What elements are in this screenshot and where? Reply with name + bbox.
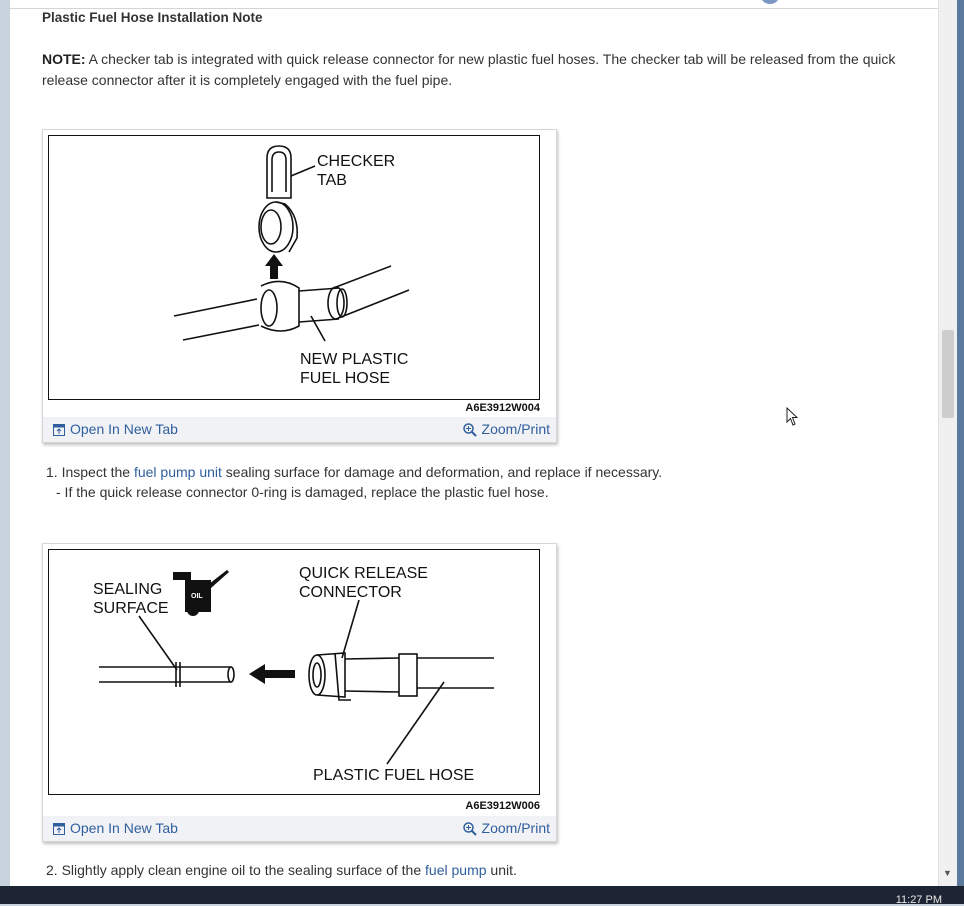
note-paragraph — [42, 49, 922, 91]
label-checker-1: CHECKER — [317, 153, 396, 170]
checker-tab-illustration — [49, 136, 539, 399]
label-checker-2: TAB — [317, 172, 347, 189]
note-label: NOTE: — [42, 51, 86, 67]
taskbar — [0, 886, 964, 904]
top-edge — [10, 0, 938, 9]
step-1-text: 1. Inspect the — [46, 464, 134, 480]
vertical-scrollbar[interactable] — [938, 0, 958, 886]
label-seal-2: SURFACE — [93, 600, 169, 617]
magnifier-icon — [463, 423, 477, 437]
open-in-new-tab-label[interactable]: Open In New Tab — [70, 421, 178, 437]
figure-code: A6E3912W006 — [465, 800, 540, 812]
figure-footer — [43, 816, 556, 841]
figure-drawing[interactable] — [48, 549, 540, 795]
left-arrow-shape — [249, 664, 295, 684]
label-seal-1: SEALING — [93, 581, 163, 598]
figure-drawing[interactable] — [48, 135, 540, 400]
label-hose-2: FUEL HOSE — [300, 370, 391, 387]
checker-tab-shape — [267, 146, 291, 198]
magnifier-icon — [463, 822, 477, 836]
zoom-print-link[interactable] — [463, 820, 550, 836]
label-qrc-2: CONNECTOR — [299, 584, 402, 601]
fuel-pump-link[interactable]: fuel pump — [425, 862, 487, 878]
open-in-new-tab-label[interactable]: Open In New Tab — [70, 820, 178, 836]
window-edge — [957, 0, 964, 886]
step-2-rest: unit. — [486, 862, 517, 878]
scroll-down-arrow-icon[interactable]: ▼ — [943, 868, 952, 878]
scrollbar-thumb[interactable] — [942, 330, 954, 418]
document-pane — [10, 0, 939, 886]
oil-label: OIL — [191, 593, 203, 600]
taskbar-clock[interactable]: 11:27 PM — [895, 894, 942, 906]
checker-ring-shape — [259, 202, 293, 252]
open-in-new-tab-link[interactable] — [53, 820, 178, 836]
oil-can-icon — [173, 570, 229, 616]
zoom-print-label[interactable]: Zoom/Print — [481, 820, 550, 836]
zoom-print-link[interactable] — [463, 421, 550, 437]
sealing-surface-illustration — [49, 550, 539, 794]
figure-code: A6E3912W004 — [465, 402, 540, 414]
toolbar-circle-icon[interactable] — [760, 0, 780, 4]
label-qrc-1: QUICK RELEASE — [299, 565, 428, 582]
up-arrow-shape — [265, 254, 283, 279]
section-title: Plastic Fuel Hose Installation Note — [42, 10, 263, 25]
zoom-print-label[interactable]: Zoom/Print — [481, 421, 550, 437]
step-2-text: 2. Slightly apply clean engine oil to the sealing surface of the — [46, 862, 426, 878]
open-tab-icon — [53, 823, 65, 835]
open-tab-icon — [53, 424, 65, 436]
step-2 — [46, 862, 517, 878]
step-1 — [46, 464, 662, 480]
figure-sealing-surface — [42, 543, 557, 842]
step-1-sub: - If the quick release connector 0-ring is damaged, replace the plastic fuel hose. — [56, 484, 549, 500]
mouse-cursor-icon — [786, 407, 800, 427]
label-plastic-hose: PLASTIC FUEL HOSE — [313, 767, 475, 784]
figure-checker-tab — [42, 129, 557, 443]
note-text: A checker tab is integrated with quick release connector for new plastic fuel hoses. The checker tab will be released from the quick release connector after it is completely engaged with the fuel pipe. — [42, 51, 896, 88]
open-in-new-tab-link[interactable] — [53, 421, 178, 437]
fuel-pump-unit-link[interactable]: fuel pump unit — [133, 464, 222, 480]
figure-footer — [43, 417, 556, 442]
step-1-rest: sealing surface for damage and deformation, and replace if necessary. — [221, 464, 663, 480]
label-hose-1: NEW PLASTIC — [300, 351, 409, 368]
